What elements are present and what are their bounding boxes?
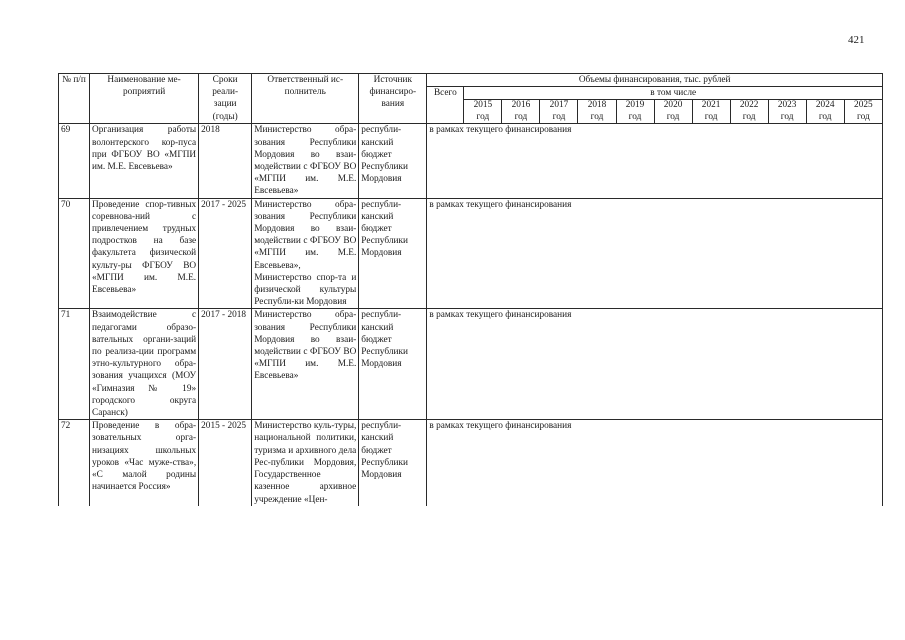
header-funding-source: Источник финансиро-вания: [359, 74, 427, 124]
funding-source: республи-канский бюджет Республики Мордовия: [359, 420, 427, 506]
activity-term: 2018: [199, 124, 252, 198]
header-including: в том числе: [464, 87, 883, 100]
page-number: 421: [848, 34, 865, 46]
responsible-executor: Министерство обра-зования Республики Мордовия во взаи-модействии с ФГБОУ ВО «МГПИ им. М.Е. Евсевьева»: [252, 124, 359, 198]
funding-note: в рамках текущего финансирования: [427, 198, 883, 309]
activity-term: 2017 - 2018: [199, 309, 252, 420]
responsible-executor: Министерство обра-зования Республики Мордовия во взаи-модействии с ФГБОУ ВО «МГПИ им. М.Е. Евсевьева»: [252, 309, 359, 420]
header-year-2025: 2025 год: [844, 100, 882, 124]
responsible-executor: Министерство обра-зования Республики Мордовия во взаи-модействии с ФГБОУ ВО «МГПИ им. М.Е. Евсевьева», Министерство спор-та и физической культуры Республи-ки Мордовия: [252, 198, 359, 309]
header-activity-name: Наименование ме-роприятий: [90, 74, 199, 124]
activity-name: Взаимодействие с педагогами образо-вательных органи-заций по реализа-ции программ этно-культурного обра-зования учащихся (МОУ «Гимназия № 19» городского округа Саранск): [90, 309, 199, 420]
funding-source: республи-канский бюджет Республики Мордовия: [359, 198, 427, 309]
funding-source: республи-канский бюджет Республики Мордовия: [359, 309, 427, 420]
header-year-2024: 2024 год: [806, 100, 844, 124]
header-year-2016: 2016 год: [502, 100, 540, 124]
funding-note: в рамках текущего финансирования: [427, 124, 883, 198]
row-number: 70: [59, 198, 90, 309]
header-term: Сроки реали-зации (годы): [199, 74, 252, 124]
funding-source: республи-канский бюджет Республики Мордовия: [359, 124, 427, 198]
activity-name: Организация работы волонтерского кор-пуса при ФГБОУ ВО «МГПИ им. М.Е. Евсевьева»: [90, 124, 199, 198]
header-funding-volumes: Объемы финансирования, тыс. рублей: [427, 74, 883, 87]
table-row: [59, 309, 883, 420]
responsible-executor: Министерство куль-туры, национальной политики, туризма и архивного дела Рес-публики Мордовия, Государственное казенное архивное учреждение «Цен-: [252, 420, 359, 506]
activity-name: Проведение спор-тивных соревнова-ний с привлечением трудных подростков на базе факультета физической культу-ры ФГБОУ ВО «МГПИ им. М.Е. Евсевьева»: [90, 198, 199, 309]
header-year-2020: 2020 год: [654, 100, 692, 124]
header-total: Всего: [427, 87, 464, 124]
header-year-2017: 2017 год: [540, 100, 578, 124]
header-year-2021: 2021 год: [692, 100, 730, 124]
row-number: 69: [59, 124, 90, 198]
header-year-2019: 2019 год: [616, 100, 654, 124]
header-responsible: Ответственный ис-полнитель: [252, 74, 359, 124]
activity-name: Проведение в обра-зовательных орга-низациях школьных уроков «Час муже-ства», «С малой родины начинается Россия»: [90, 420, 199, 506]
table-row: [59, 198, 883, 309]
row-number: 72: [59, 420, 90, 506]
header-year-2018: 2018 год: [578, 100, 616, 124]
header-year-2022: 2022 год: [730, 100, 768, 124]
program-activities-table: [58, 73, 883, 506]
activity-term: 2015 - 2025: [199, 420, 252, 506]
table-row: [59, 124, 883, 198]
funding-note: в рамках текущего финансирования: [427, 309, 883, 420]
activity-term: 2017 - 2025: [199, 198, 252, 309]
funding-note: в рамках текущего финансирования: [427, 420, 883, 506]
header-number: № п/п: [59, 74, 90, 124]
header-year-2023: 2023 год: [768, 100, 806, 124]
table-row: [59, 420, 883, 506]
header-year-2015: 2015 год: [464, 100, 502, 124]
row-number: 71: [59, 309, 90, 420]
